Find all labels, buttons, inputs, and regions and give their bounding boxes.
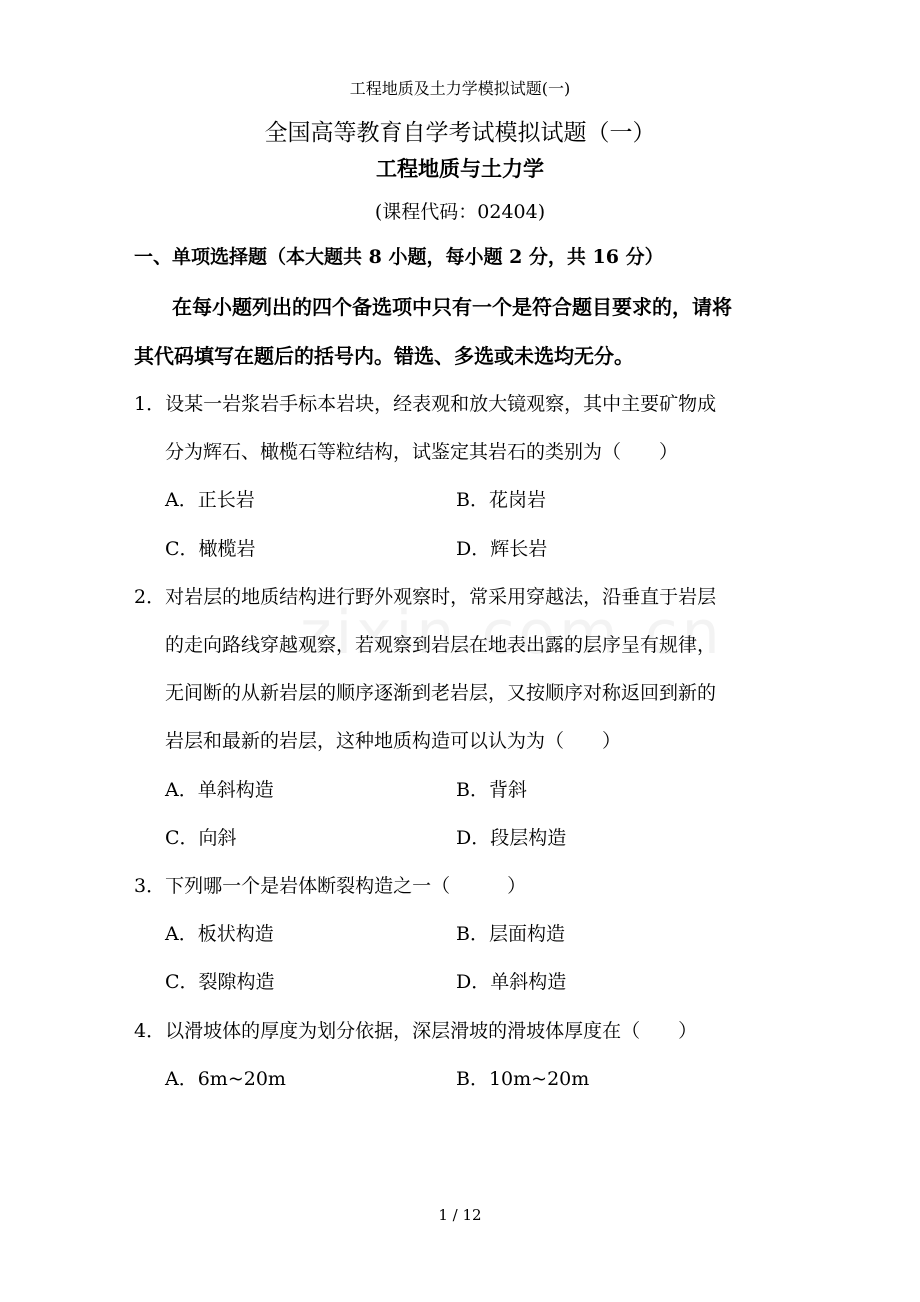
question-3-option-c: C．裂隙构造 — [165, 971, 275, 993]
question-3-option-b: B．层面构造 — [456, 923, 565, 945]
question-4-option-b: B．10m~20m — [456, 1068, 590, 1090]
course-title: 工程地质与土力学 — [376, 156, 544, 181]
question-2-option-c: C．向斜 — [165, 827, 237, 849]
course-code: (课程代码：02404) — [374, 201, 546, 223]
question-1-option-c: C．橄榄岩 — [165, 538, 256, 560]
question-1-option-b: B．花岗岩 — [456, 489, 546, 511]
watermark — [300, 598, 724, 668]
question-2-line-4: 岩层和最新的岩层，这种地质构造可以认为为（ ） — [165, 730, 622, 752]
question-2-option-a: A．单斜构造 — [165, 779, 274, 801]
question-2-line-1: 2．对岩层的地质结构进行野外观察时，常采用穿越法，沿垂直于岩层 — [134, 586, 717, 608]
question-1-option-d: D．辉长岩 — [456, 538, 548, 560]
question-3-option-d: D．单斜构造 — [456, 971, 567, 993]
instruction-line-1: 在每小题列出的四个备选项中只有一个是符合题目要求的，请将 — [172, 295, 732, 319]
question-1-line-1: 1．设某一岩浆岩手标本岩块，经表观和放大镜观察，其中主要矿物成 — [134, 393, 717, 415]
question-1-option-a: A．正长岩 — [165, 489, 255, 511]
question-4-option-a: A．6m~20m — [165, 1068, 286, 1090]
running-header: 工程地质及土力学模拟试题(一) — [349, 79, 571, 98]
section-heading: 一、单项选择题（本大题共 8 小题，每小题 2 分，共 16 分） — [134, 246, 664, 268]
question-2-option-b: B．背斜 — [456, 779, 527, 801]
instruction-line-2: 其代码填写在题后的括号内。错选、多选或未选均无分。 — [134, 344, 634, 368]
question-4-line-1: 4．以滑坡体的厚度为划分依据，深层滑坡的滑坡体厚度在（ ） — [134, 1020, 698, 1042]
exam-title: 全国高等教育自学考试模拟试题（一） — [264, 120, 656, 146]
question-2-option-d: D．段层构造 — [456, 827, 567, 849]
question-1-line-2: 分为辉石、橄榄石等粒结构，试鉴定其岩石的类别为（ ） — [165, 441, 679, 463]
page-number: 1 / 12 — [438, 1206, 482, 1224]
question-3-option-a: A．板状构造 — [165, 923, 274, 945]
question-2-line-3: 无间断的从新岩层的顺序逐渐到老岩层，又按顺序对称返回到新的 — [165, 682, 717, 704]
question-2-line-2: 的走向路线穿越观察，若观察到岩层在地表出露的层序呈有规律， — [165, 634, 717, 656]
question-3-line-1: 3．下列哪一个是岩体断裂构造之一（ ） — [134, 875, 527, 897]
